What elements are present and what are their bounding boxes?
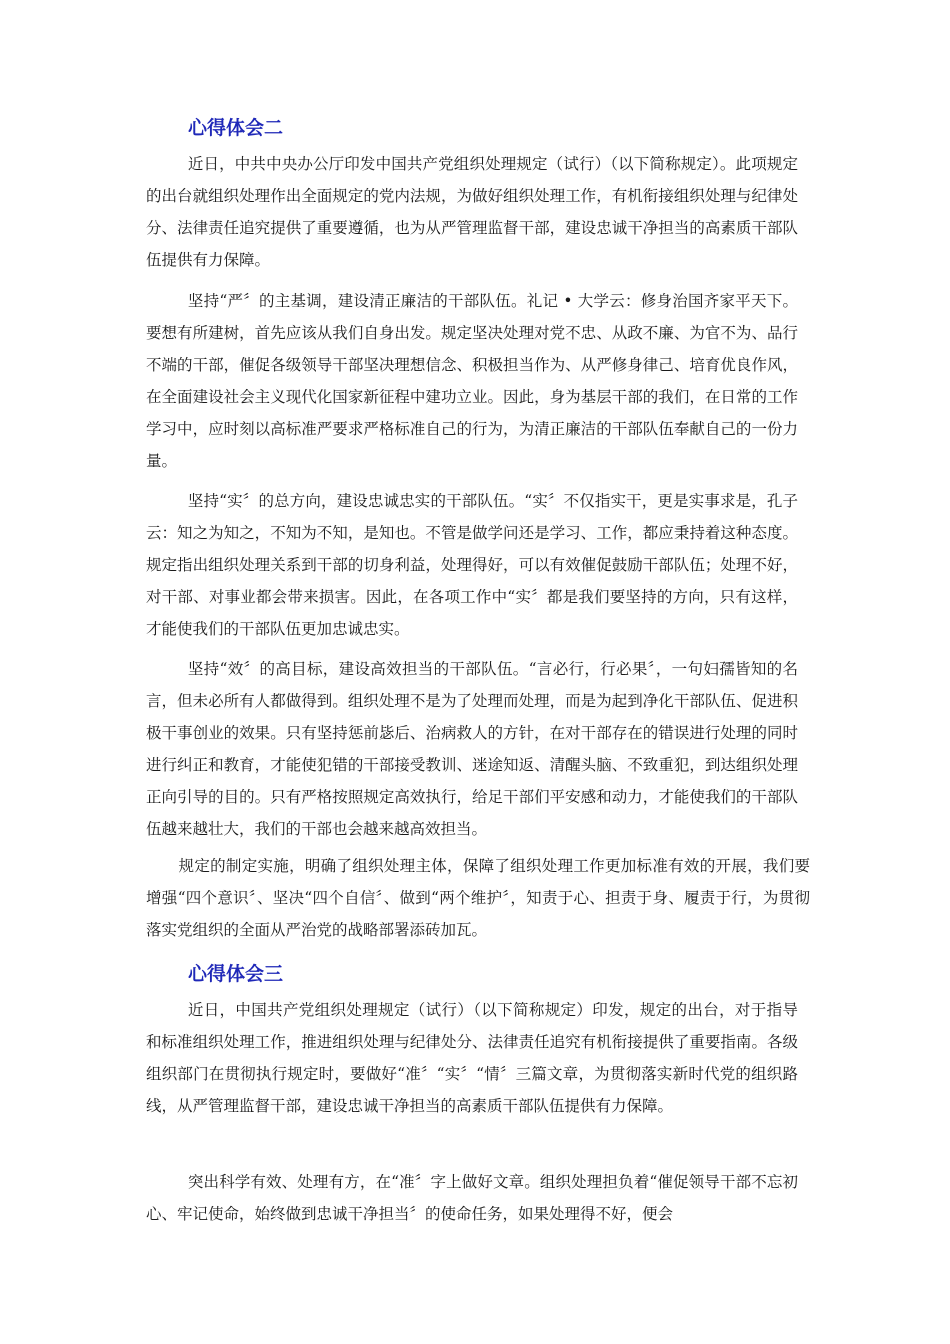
paragraph-2-4: 坚持“效〞的高目标，建设高效担当的干部队伍。“言必行，行必果〞，一句妇孺皆知的名言，但未必所有人都做得到。组织处理不是为了处理而处理，而是为起到净化干部队伍、促进积极干事创业的效果。只有坚持惩前毖后、治病救人的方针，在对干部存在的错误进行处理的同时进行纠正和教育，才能使犯错的干部接受教训、迷途知返、清醒头脑、不致重犯，到达组织处理正向引导的目的。只有严格按照规定高效执行，给足干部们平安感和动力，才能使我们的干部队伍越来越壮大，我们的干部也会越来越高效担当。	[146, 660, 798, 838]
paragraph-2-3: 坚持“实〞的总方向，建设忠诚忠实的干部队伍。“实〞不仅指实干，更是实事求是，孔子云：知之为知之，不知为不知，是知也。不管是做学问还是学习、工作，都应秉持着这种态度。规定指出组织处理关系到干部的切身利益，处理得好，可以有效催促鼓励干部队伍；处理不好，对干部、对事业都会带来损害。因此，在各项工作中“实〞都是我们要坚持的方向，只有这样，才能使我们的干部队伍更加忠诚忠实。	[146, 492, 798, 638]
paragraph-3-1: 近日，中国共产党组织处理规定（试行）（以下简称规定）印发，规定的出台，对于指导和标准组织处理工作，推进组织处理与纪律处分、法律责任追究有机衔接提供了重要指南。各级组织部门在贯彻执行规定时，要做好“准〞“实〞“情〞三篇文章，为贯彻落实新时代党的组织路线，从严管理监督干部，建设忠诚干净担当的高素质干部队伍提供有力保障。	[146, 1001, 798, 1115]
section-heading-2: 心得体会二	[188, 117, 284, 139]
paragraph-2-5: 规定的制定实施，明确了组织处理主体，保障了组织处理工作更加标准有效的开展，我们要增强“四个意识〞、坚决“四个自信〞、做到“两个维护〞，知责于心、担责于身、履责于行，为贯彻落实党组织的全面从严治党的战略部署添砖加瓦。	[146, 857, 810, 939]
paragraph-2-1: 近日，中共中央办公厅印发中国共产党组织处理规定（试行）（以下简称规定）。此项规定的出台就组织处理作出全面规定的党内法规，为做好组织处理工作，有机衔接组织处理与纪律处分、法律责任追究提供了重要遵循，也为从严管理监督干部，建设忠诚干净担当的高素质干部队伍提供有力保障。	[146, 155, 798, 269]
section-heading-3: 心得体会三	[188, 963, 284, 985]
paragraph-2-2: 坚持“严〞的主基调，建设清正廉洁的干部队伍。礼记 • 大学云：修身治国齐家平天下。要想有所建树，首先应该从我们自身出发。规定坚决处理对党不忠、从政不廉、为官不为、品行不端的干部，催促各级领导干部坚决理想信念、积极担当作为、从严修身律己、培育优良作风，在全面建设社会主义现代化国家新征程中建功立业。因此，身为基层干部的我们，在日常的工作学习中，应时刻以高标准严要求严格标准自己的行为，为清正廉洁的干部队伍奉献自己的一份力量。	[146, 292, 798, 470]
paragraph-3-2: 突出科学有效、处理有方，在“准〞字上做好文章。组织处理担负着“催促领导干部不忘初心、牢记使命，始终做到忠诚干净担当〞的使命任务，如果处理得不好，便会	[146, 1173, 798, 1223]
